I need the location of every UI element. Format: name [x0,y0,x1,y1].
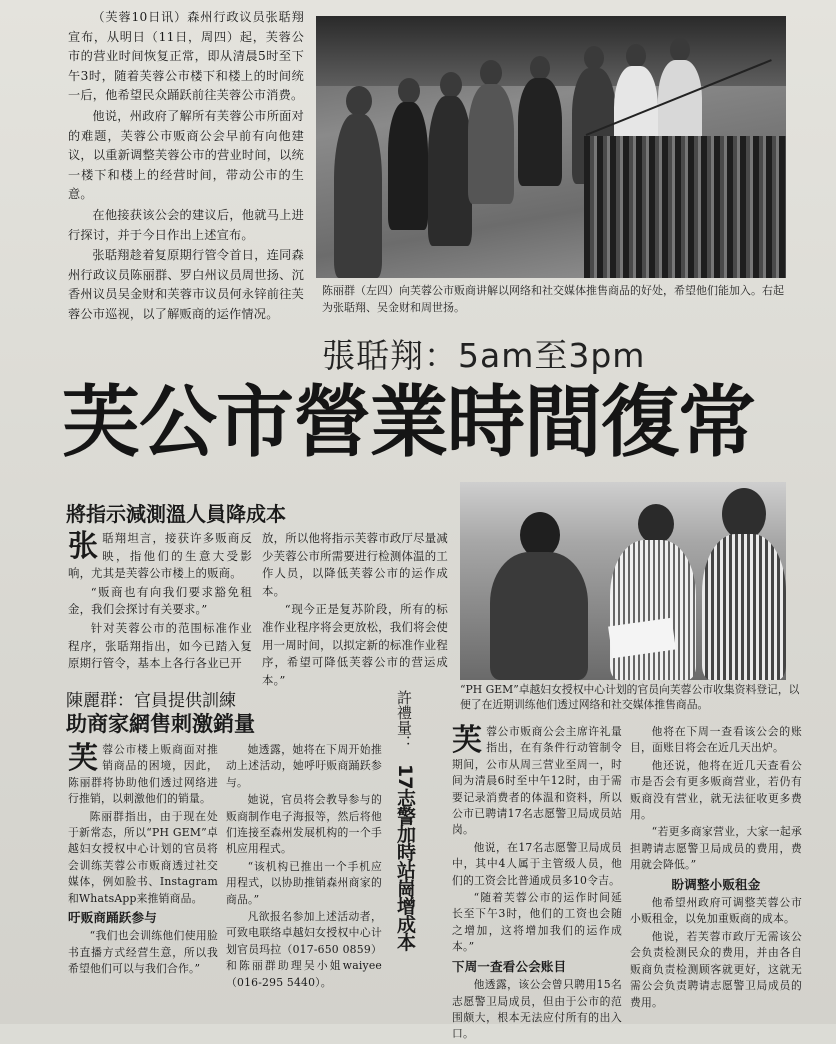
section3-subheading: 盼调整小贩租金 [671,876,761,892]
section2-paragraph: 她说，官员将会教导参与的贩商制作电子海报等，然后将他们连接至森州发展机构的一个手机应用程式。 [226,793,382,856]
section3-paragraph: 他还说，他将在近几天查看公市是否会有更多贩商营业，若仍有贩商没有营业，就无法征收更多费用。 [630,758,802,822]
photo-caption: 陈丽群（左四）向芙蓉公市贩商讲解以网络和社交媒体推售商品的好处，希望他们能加入。右起为张聒翔、吴金财和周世扬。 [322,284,784,314]
vertical-kicker: 許禮量： [395,690,413,750]
section2-paragraph: 陈丽群指出，由于现在处于新常态，所以“PH GEM”卓越妇女授权中心计划的官员将会训练芙蓉公市贩商透过社交媒体，例如脸书、Instagram和WhatsApp来推销商品。 [68,809,218,905]
section3-paragraph: 他说，在17名志愿警卫局成员中，其中4人属于主管级人员，他们的工资会比普通成员多10令吉。 [452,840,622,887]
dropcap: 芙 [452,723,483,758]
subhead-kicker: 陳麗群：官員提供訓練 [66,691,236,711]
section1-paragraph: 放，所以他将指示芙蓉市政厅尽量减少芙蓉公市所需要进行检测体温的工作人员，以降低芙蓉公市的运作成本。 [262,531,448,598]
section1-paragraph: 针对芙蓉公市的范围标准作业程序，张聒翔指出，如今已踏入复原期行管令，基本上各行各业已开 [68,620,252,671]
section2-paragraph: “我们也会训练他们使用脸书直播方式经营生意，所以我希望他们可以与我们合作。” [68,929,218,976]
lead-paragraph: 张聒翔趁着复原期行管令首日，连同森州行政议员陈丽群、罗白州议员周世扬、沉香州议员吴金财和芙蓉市议员何永锌前往芙蓉公市巡视，以了解贩商的运作情况。 [68,248,304,321]
lead-paragraph: （芙蓉10日讯）森州行政议员张聒翔宣布，从明日（11日，周四）起，芙蓉公市的营业时间恢复正常，即从清晨5时至下午3时，随着芙蓉公市楼下和楼上的时间统一后，他希望民众踊跃前往芙蓉公市消费。 [68,10,304,103]
section1-paragraph: “现今正是复苏阶段，所有的标准作业程序将会更放松，我们将会使用一周时间，以拟定新的标准作业程序，希望可降低芙蓉公市的营运成本。” [262,602,448,687]
section2-subheading: 吁贩商踊跃参与 [68,910,157,926]
section3-paragraph: 他将在下周一查看该公会的账目，面账目将会在近几天出炉。 [630,725,802,755]
section3-paragraph: 蓉公市贩商公会主席许礼量指出，在有条件行动管制令期间，公市从周三营业至周一，时间为清晨6时至中午12时，由于需要记录消费者的体温和资料，所以公市已聘请17名志愿警卫局成员站岗。 [452,725,622,837]
lead-paragraph: 他说，州政府了解所有芙蓉公市所面对的难题，芙蓉公市贩商公会早前有向他建议，以重新调整芙蓉公市的营业时间，以统一楼下和楼上的经营时间，带动公市的生意。 [68,108,304,202]
lead-paragraph: 在他接获该公会的建议后，他就马上进行探讨，并于今日作出上述宣布。 [68,207,304,242]
section3-column-right [630,724,802,1012]
section2-paragraph: 凡欲报名参加上述活动者，可致电联络卓越妇女授权中心计划官员玛拉（017-650 0859）和陈丽群助理吴小姐waiyee（016-295 5440）。 [226,910,382,989]
section2-paragraph: 她透露，她将在下周开始推动上述活动，她呼吁贩商踊跃参与。 [226,743,382,789]
section2-column-left [68,742,218,979]
section3-paragraph: “随着芙蓉公市的运作时间延长至下午3时，他们的工资也会随之增加，这将增加我们的运作成本。” [452,891,622,954]
section2-paragraph: “该机构已推出一个手机应用程式，以协助推销森州商家的商品。” [226,859,382,906]
photo-caption: “PH GEM”卓越妇女授权中心计划的官员向芙蓉公市收集资料登记，以便了在近期训练他们透过网络和社交媒体推售商品。 [460,683,800,711]
subhead-online-sales: 助商家網售刺激銷量 [66,712,255,736]
section1-paragraph: “贩商也有向我们要求豁免租金，我们会探讨有关要求。” [68,584,252,617]
lead-column [68,8,304,326]
section1-paragraph: 聒翔坦言，接获许多贩商反映，指他们的生意大受影响，尤其是芙蓉公市楼上的贩商。 [68,531,252,581]
main-headline: 芙公市營業時間復常 [62,378,756,468]
dropcap: 张 [68,529,99,564]
section3-column-left [452,724,622,1044]
kicker-headline: 張聒翔：5am至3pm [322,336,646,375]
market-visit-photo [316,16,786,278]
section3-paragraph: 他透露，该公会曾只聘用15名志愿警卫局成员，但由于公市的范围颇大，根本无法应付所有的出入口。 [452,978,622,1041]
section3-paragraph: “若更多商家营业，大家一起承担聘请志愿警卫局成员的费用，费用就会降低。” [630,825,802,872]
section1-column-right [262,530,448,690]
section3-subheading: 下周一查看公会账目 [452,958,567,974]
section2-paragraph: 蓉公市楼上贩商面对推销商品的困境，因此，陈丽群将协助他们透过网络进行推销，以刺激他们的销量。 [68,743,218,806]
registration-photo [460,482,786,680]
section2-column-right [226,742,382,992]
subhead-temperature: 將指示減測溫人員降成本 [66,502,286,526]
section1-column-left [68,530,252,674]
dropcap: 芙 [68,741,99,776]
vertical-headline: 17志警加時站崗增成本 [394,764,416,951]
section3-paragraph: 他希望州政府可调整芙蓉公市小贩租金，以免加重贩商的成本。 [630,896,802,926]
section3-paragraph: 他说，若芙蓉市政厅无需该公会负责检测民众的费用，并由各自贩商负责检测顾客就更好，这就无需公会负责聘请志愿警卫局成员的费用。 [630,929,802,1009]
